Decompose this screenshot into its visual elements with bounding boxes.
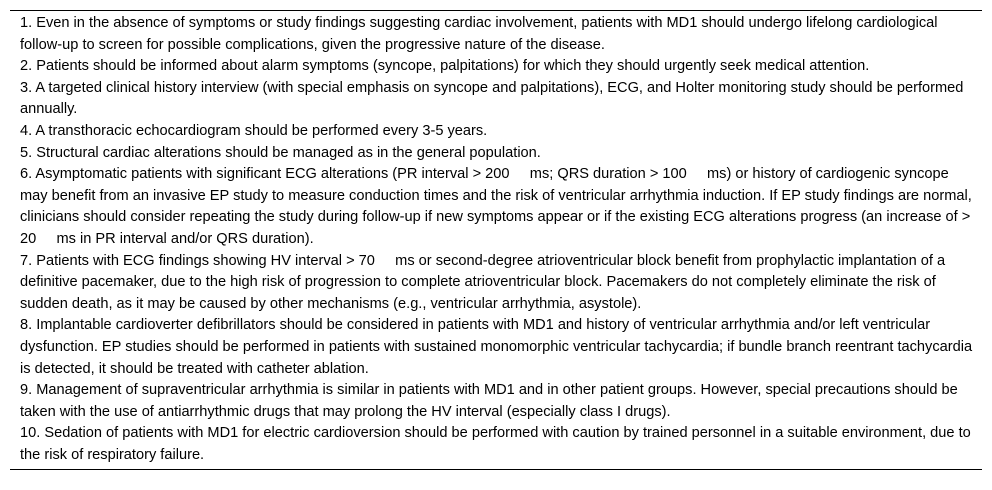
recommendation-4: 4. A transthoracic echocardiogram should be performed every 3-5 years.	[20, 122, 488, 139]
recommendation-1: 1. Even in the absence of symptoms or study findings suggesting cardiac involvement, patients with MD1 should undergo lifelong cardiological follow-up to screen for possible complications, given the progressive nature of the disease.	[20, 15, 942, 53]
recommendations-table	[10, 10, 982, 470]
recommendation-3: 3. A targeted clinical history interview (with special emphasis on syncope and palpitations), ECG, and Holter monitoring study should be performed annually.	[20, 79, 968, 118]
recommendation-8: 8. Implantable cardioverter defibrillators should be considered in patients with MD1 and history of ventricular arrhythmia and/or left ventricular dysfunction. EP studies should be performed in patients with sustained monomorphic ventricular tachycardia; if bundle branch reentrant tachycardia is detected, it should be treated with catheter ablation.	[20, 317, 977, 377]
recommendations-cell	[10, 11, 982, 469]
recommendation-10: 10. Sedation of patients with MD1 for electric cardioversion should be performed with caution by trained personnel in a suitable environment, due to the risk of respiratory failure.	[20, 425, 975, 463]
recommendation-6: 6. Asymptomatic patients with significant ECG alterations (PR interval > 200 ms; QRS duration > 100 ms) or history of cardiogenic syncope may benefit from an invasive EP study to measure conduction times and the risk of ventricular arrhythmia induction. If EP study findings are normal, clinicians should consider repeating the study during follow-up if new symptoms appear or if the existing ECG alterations progress (an increase of > 20 ms in PR interval and/or QRS duration).	[20, 166, 976, 247]
recommendation-5: 5. Structural cardiac alterations should be managed as in the general population.	[20, 144, 541, 161]
recommendation-2: 2. Patients should be informed about alarm symptoms (syncope, palpitations) for which they should urgently seek medical attention.	[20, 58, 870, 75]
recommendation-9: 9. Management of supraventricular arrhythmia is similar in patients with MD1 and in other patient groups. However, special precautions should be taken with the use of antiarrhythmic drugs that may prolong the HV interval (especially class I drugs).	[20, 382, 962, 420]
recommendation-7: 7. Patients with ECG findings showing HV interval > 70 ms or second-degree atrioventricular block benefit from prophylactic implantation of a definitive pacemaker, due to the high risk of progression to complete atrioventricular block. Pacemakers do not completely eliminate the risk of sudden death, as it may be caused by other mechanisms (e.g., ventricular arrhythmia, asystole).	[20, 252, 950, 312]
